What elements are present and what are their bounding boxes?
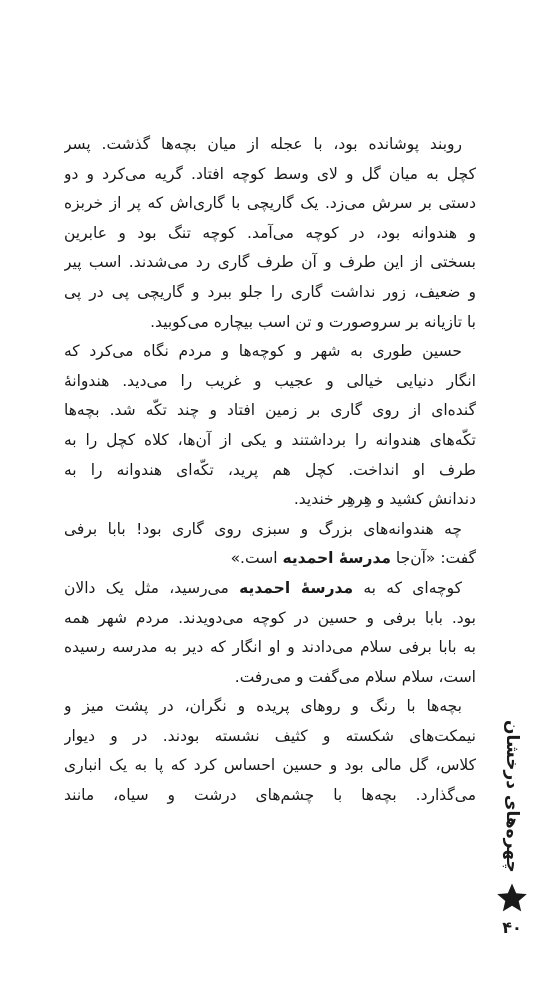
text-line: است، سلام سلام می‌گفت و می‌رفت.	[234, 667, 476, 686]
text-fragment: کوچه‌ای که به	[353, 578, 463, 597]
text-line: تکّه‌های هندوانه را برداشتند و یکی از آن‌ها، کلاه کچل را به	[64, 430, 476, 449]
text-line	[64, 574, 476, 604]
page-number: ۴۰	[502, 918, 522, 937]
text-line: و ضعیف، زور نداشت گاری را جلو ببرد و گاریچی پی در پی	[64, 282, 476, 301]
text-line: گنده‌ای از روی گاری بر زمین افتاد و چند تکّه شد. بچه‌ها	[64, 401, 476, 420]
text-fragment: است.»	[230, 549, 283, 568]
text-line: نیمکت‌های شکسته و کثیف نشسته بودند. در و دیوار	[64, 726, 476, 745]
text-line: با تازیانه بر سروصورت و تن اسب بیچاره می‌کوبید.	[150, 312, 476, 331]
text-fragment: می‌رسید، مثل یک دالان	[64, 578, 240, 597]
text-line: کچل به میان گل و لای وسط کوچه افتاد. گریه می‌کرد و دو	[64, 164, 476, 183]
text-line: طرف او انداخت. کچل هم پرید، تکّه‌ای هندوانه را به	[64, 460, 476, 479]
text-line: و هندوانه بود، در کوچه می‌آمد. کوچه تنگ بود و عابرین	[64, 223, 476, 242]
school-name-bold: مدرسهٔ احمدیه	[239, 578, 354, 597]
running-title: چهره‌های درخشان	[502, 719, 522, 873]
text-line: به بابا برفی سلام می‌دادند و او انگار که دیر به مدرسه رسیده	[64, 638, 476, 657]
school-name-bold: مدرسهٔ احمدیه	[282, 549, 391, 568]
star-icon	[496, 882, 528, 914]
text-line: دندانش کشید و هِرهِر خندید.	[293, 490, 476, 509]
text-line: دستی بر سرش می‌زد. یک گاریچی با گاری‌اش که پر از خربزه	[64, 194, 476, 213]
text-line: بود. بابا برفی و حسین در کوچه می‌دویدند. مردم شهر همه	[64, 608, 476, 627]
text-line: چه هندوانه‌های بزرگ و سبزی روی گاری بود! بابا برفی	[64, 519, 462, 538]
text-line	[64, 544, 476, 574]
text-line: کلاس، گل مالی بود و حسین احساس کرد که پا به یک انباری	[64, 756, 476, 775]
star-shape	[497, 884, 527, 912]
text-fragment: گفت: «آن‌جا	[391, 549, 476, 568]
page-body	[64, 130, 476, 811]
text-line: بسختی از این طرف و آن طرف گاری رد می‌شدند. اسب پیر	[64, 253, 476, 272]
text-line: می‌گذارد. بچه‌ها با چشم‌های درشت و سیاه، مانند	[64, 786, 476, 805]
text-line: بچه‌ها با رنگ و روهای پریده و نگران، در پشت میز و	[64, 697, 462, 716]
page-margin-footer	[494, 714, 530, 954]
text-line: حسین طوری به شهر و کوچه‌ها و مردم نگاه می‌کرد که	[64, 342, 462, 361]
text-line: انگار دنیایی خیالی و عجیب و غریب را می‌دید. هندوانهٔ	[64, 371, 476, 390]
text-line: روبند پوشانده بود، با عجله از میان بچه‌ها گذشت. پسر	[64, 135, 462, 153]
